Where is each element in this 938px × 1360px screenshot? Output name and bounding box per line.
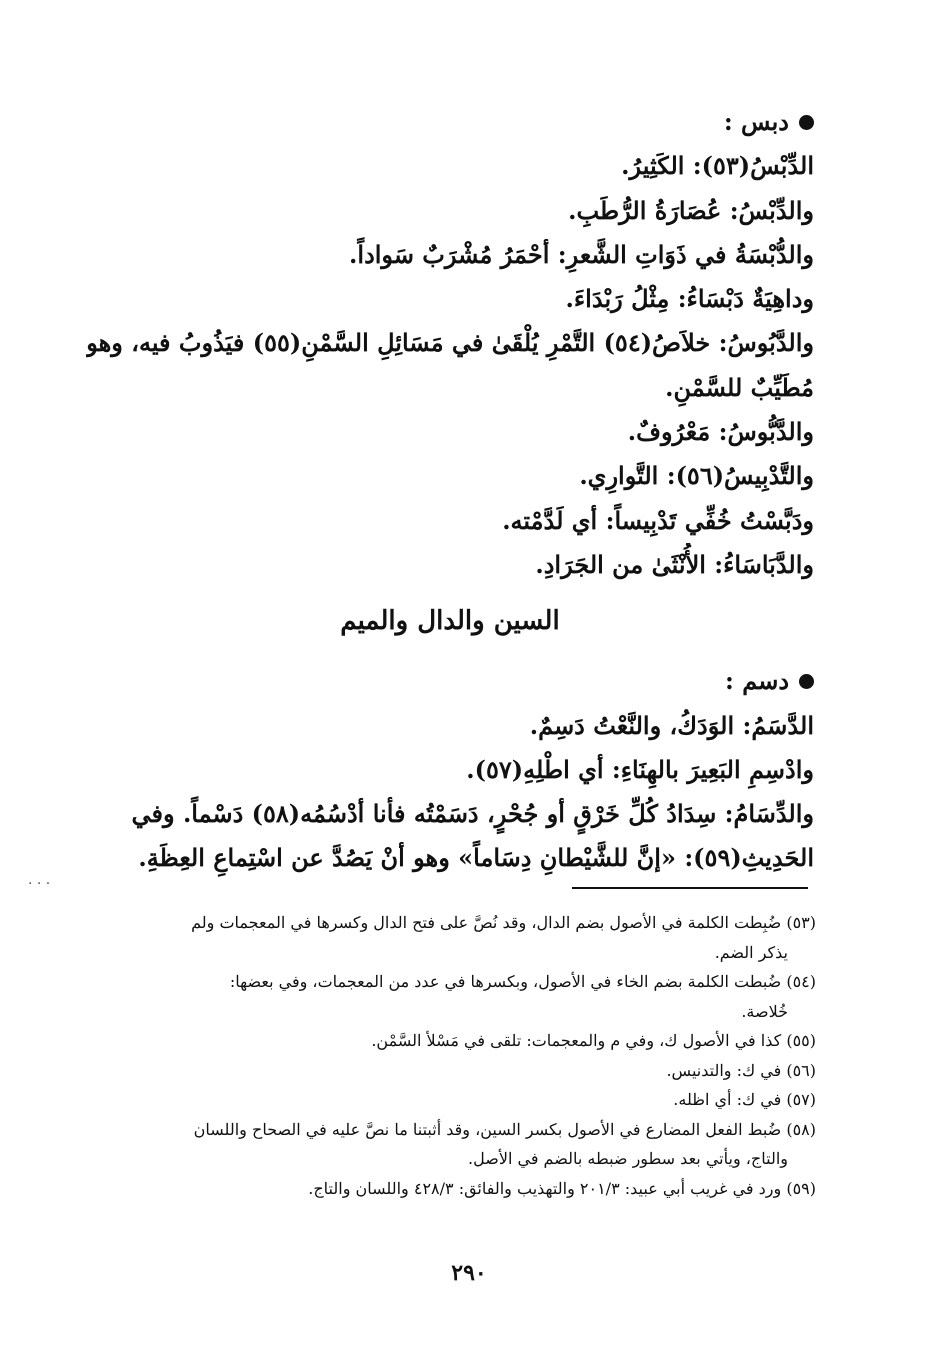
footnote-divider: [572, 887, 808, 889]
footnote-54: (٥٤) ضُبطت الكلمة بضم الخاء في الأصول، وبكسرها في عدد من المعجمات، وفي بعضها:: [229, 972, 816, 991]
footnotes: [90, 908, 816, 1203]
entry-line: والدُّبْسَةُ في ذَوَاتِ الشَّعرِ: أحْمَرُ مُشْرَبٌ سَواداً.: [349, 239, 814, 269]
entry-line: والدِّبْسُ: عُصَارَةُ الرُّطَبِ.: [568, 195, 814, 225]
entry-line: والدَّبَاسَاءُ: الأُنْثَىٰ من الجَرَادِ.: [535, 549, 814, 579]
entry-line: والتَّدْبِيسُ(٥٦): التَّوارِي.: [579, 461, 814, 491]
footnote-55: (٥٥) كذا في الأصول ك، وفي م والمعجمات: تلقى في مَسْلأ السَّمْن.: [371, 1031, 816, 1050]
footnote-56: (٥٦) في ك: والتدنيس.: [666, 1060, 816, 1080]
root-heading-dsm: [86, 659, 814, 703]
footnote-53-cont: يذكر الضم.: [714, 942, 788, 962]
section-title: السين والدال والميم: [340, 606, 560, 637]
footnote-53: (٥٣) ضُبِطت الكلمة في الأصول بضم الدال، وقد نُصَّ على فتح الدال وكسرها في المعجمات ولم: [191, 913, 816, 932]
entry-line: وادْسِمِ البَعِيرَ بالهِنَاءِ: أي اطْلِهِ(٥٧).: [466, 754, 814, 784]
entry-line: والدَّبُّوسُ: مَعْرُوفٌ.: [627, 417, 814, 447]
page-number: ٢٩٠: [451, 1260, 487, 1286]
entry-line: مُطَيِّبٌ للسَّمْنِ.: [665, 372, 814, 402]
footnote-58-cont: والتاج، ويأتي بعد سطور ضبطه بالضم في الأصل.: [468, 1149, 788, 1168]
footnote-59: (٥٩) ورد في غريب أبي عبيد: ٢٠١/٣ والتهذيب والفائق: ٤٢٨/٣ واللسان والتاج.: [308, 1178, 816, 1198]
footnote-58: (٥٨) ضُبط الفعل المضارع في الأصول بكسر السين، وقد أثبتنا ما نصَّ عليه في الصحاح واللسان: [193, 1119, 816, 1139]
footnote-57: (٥٧) في ك: أي اظله.: [673, 1090, 816, 1109]
main-text: [86, 100, 814, 881]
bullet-icon: [799, 115, 814, 130]
root-label: دبس :: [723, 107, 789, 136]
footnote-54-cont: خُلاصة.: [741, 1001, 788, 1021]
entry-line: والدِّسَامُ: سِدَادُ كُلِّ خَرْقٍ أو جُحْرٍ، دَسَمْتُه فأنا أدْسُمُه(٥٨) دَسْماً. وفي: [131, 799, 814, 829]
margin-mark: . . .: [28, 872, 51, 888]
entry-line: الحَدِيثِ(٥٩): «إنَّ للشَّيْطانِ دِسَاماً» وهو أنْ يَصُدَّ عن اسْتِماعِ العِظَةِ.: [138, 843, 814, 873]
root-label: دسم :: [725, 666, 789, 696]
root-heading-dbs: [86, 100, 814, 144]
bullet-icon: [799, 674, 814, 689]
entry-line: وداهِيَةٌ دَبْسَاءُ: مِثْلُ رَبْدَاءَ.: [565, 284, 814, 314]
entry-line: والدَّبُوسُ: خلاَصُ(٥٤) التَّمْرِ يُلْقَىٰ في مَسَائِلِ السَّمْنِ(٥٥) فيَذُوبُ فيه، وهو: [86, 328, 814, 358]
entry-line: الدِّبْسُ(٥٣): الكَثِيرُ.: [621, 151, 814, 181]
entry-line: ودَبَّسْتُ خُفِّي تَدْبِيساً: أي لَدَّمْته.: [502, 505, 814, 535]
entry-line: الدَّسَمُ: الوَدَكُ، والنَّعْتُ دَسِمٌ.: [529, 710, 814, 740]
